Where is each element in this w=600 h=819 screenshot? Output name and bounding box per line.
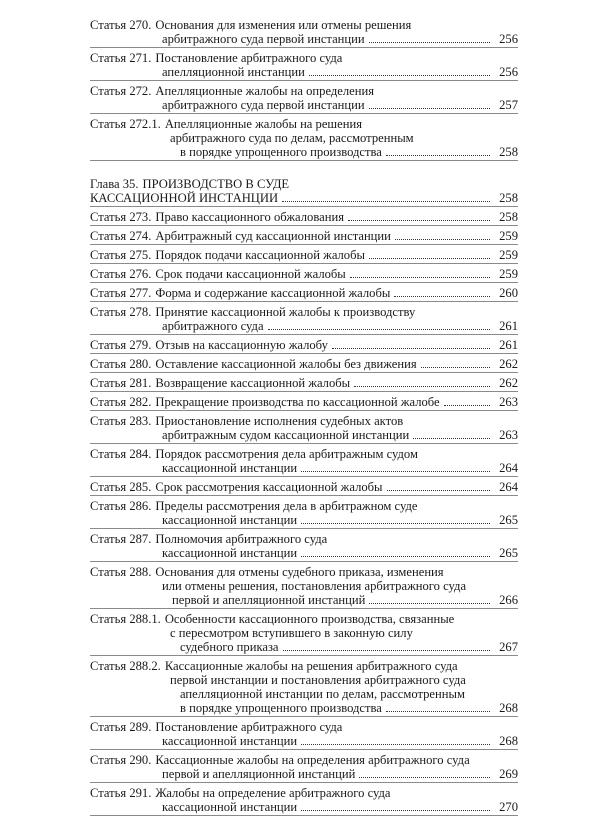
article-label: Статья 279. — [90, 338, 152, 352]
entry-separator — [90, 561, 518, 562]
toc-entry-line — [90, 701, 518, 715]
article-title-line: в порядке упрощенного производства — [180, 701, 382, 715]
entry-separator — [90, 410, 518, 411]
article-title-line: Отзыв на кассационную жалобу — [155, 338, 328, 352]
leader-dots — [309, 75, 490, 76]
toc-entries — [90, 210, 518, 816]
article-label: Статья 288.2. — [90, 659, 161, 673]
toc-entry[interactable] — [90, 480, 518, 496]
article-title-line: Возвращение кассационной жалобы — [155, 376, 351, 390]
article-label: Статья 275. — [90, 248, 152, 262]
toc-entry-line — [90, 659, 518, 673]
entry-separator — [90, 716, 518, 717]
article-title-line: Срок рассмотрения кассационной жалобы — [155, 480, 383, 494]
article-title-line: кассационной инстанции — [162, 546, 298, 560]
chapter-heading[interactable] — [90, 177, 518, 207]
article-label: Статья 284. — [90, 447, 152, 461]
article-title-line: кассационной инстанции — [162, 800, 298, 814]
toc-entry[interactable] — [90, 659, 518, 717]
chapter-title-2: КАССАЦИОННОЙ ИНСТАНЦИИ — [90, 191, 279, 205]
article-title-line: арбитражного суда по делам, рассмотренным — [170, 131, 414, 145]
toc-entry-line — [90, 65, 518, 79]
page-number: 262 — [499, 357, 518, 371]
page-number: 265 — [499, 546, 518, 560]
article-label: Статья 285. — [90, 480, 152, 494]
leader-dots — [369, 258, 490, 259]
article-label: Статья 287. — [90, 532, 152, 546]
entry-separator — [90, 528, 518, 529]
toc-entry-line — [90, 338, 518, 352]
toc-entry-line — [90, 395, 518, 409]
article-label: Статья 288.1. — [90, 612, 161, 626]
page-number: 259 — [499, 267, 518, 281]
leader-dots — [301, 810, 490, 811]
article-label: Статья 283. — [90, 414, 152, 428]
toc-entry-line — [90, 117, 518, 131]
toc-entry[interactable] — [90, 357, 518, 373]
toc-entry[interactable] — [90, 248, 518, 264]
article-title-line: Право кассационного обжалования — [155, 210, 344, 224]
page-number: 268 — [499, 701, 518, 715]
leader-dots — [386, 711, 490, 712]
article-title-line: Пределы рассмотрения дела в арбитражном суде — [155, 499, 418, 513]
article-title-line: кассационной инстанции — [162, 734, 298, 748]
entry-separator — [90, 80, 518, 81]
toc-entry-line — [90, 286, 518, 300]
article-title-line: кассационной инстанции — [162, 461, 298, 475]
entry-separator — [90, 815, 518, 816]
article-title-line: первой и апелляционной инстанций — [162, 767, 356, 781]
article-title-line: Принятие кассационной жалобы к производству — [155, 305, 416, 319]
entry-separator — [90, 206, 518, 207]
article-title-line: апелляционной инстанции по делам, рассмотренным — [180, 687, 465, 701]
entry-separator — [90, 782, 518, 783]
toc-entry-line — [90, 734, 518, 748]
page-number: 270 — [499, 800, 518, 814]
page-number: 258 — [499, 145, 518, 159]
chapter-title-1: ПРОИЗВОДСТВО В СУДЕ — [142, 177, 290, 191]
toc-entry[interactable] — [90, 51, 518, 81]
chapter-title-line-1 — [90, 177, 518, 191]
toc-pre-entries — [90, 18, 518, 161]
toc-entry-line — [90, 800, 518, 814]
article-label: Статья 272.1. — [90, 117, 161, 131]
article-title-line: или отмены решения, постановления арбитражного суда — [162, 579, 467, 593]
entry-separator — [90, 263, 518, 264]
article-title-line: Полномочия арбитражного суда — [155, 532, 328, 546]
page-number: 267 — [499, 640, 518, 654]
article-title-line: Основания для отмены судебного приказа, изменения — [155, 565, 444, 579]
article-title-line: Кассационные жалобы на определения арбитражного суда — [155, 753, 470, 767]
toc-entry-line — [90, 546, 518, 560]
toc-entry[interactable] — [90, 18, 518, 48]
leader-dots — [444, 405, 490, 406]
leader-dots — [348, 220, 490, 221]
article-title-line: Арбитражный суд кассационной инстанции — [155, 229, 391, 243]
page-number: 262 — [499, 376, 518, 390]
leader-dots — [301, 471, 490, 472]
article-label: Статья 271. — [90, 51, 152, 65]
page-number: 266 — [499, 593, 518, 607]
toc-entry[interactable] — [90, 720, 518, 750]
article-label: Статья 273. — [90, 210, 152, 224]
toc-entry[interactable] — [90, 565, 518, 609]
article-title-line: арбитражного суда — [162, 319, 264, 333]
page-number: 264 — [499, 461, 518, 475]
page-number: 265 — [499, 513, 518, 527]
leader-dots — [359, 777, 490, 778]
toc-entry-line — [90, 428, 518, 442]
article-label: Статья 286. — [90, 499, 152, 513]
article-label: Статья 290. — [90, 753, 152, 767]
table-of-contents — [90, 18, 518, 819]
leader-dots — [268, 329, 490, 330]
leader-dots — [282, 201, 490, 202]
toc-entry-line — [90, 753, 518, 767]
article-title-line: Основания для изменения или отмены решения — [155, 18, 412, 32]
leader-dots — [369, 42, 490, 43]
toc-entry-line — [90, 229, 518, 243]
toc-entry-line — [90, 32, 518, 46]
article-title-line: первой инстанции и постановления арбитражного суда — [170, 673, 466, 687]
toc-entry[interactable] — [90, 305, 518, 335]
toc-entry-line — [90, 640, 518, 654]
toc-entry-line — [90, 513, 518, 527]
article-title-line: Прекращение производства по кассационной жалобе — [155, 395, 440, 409]
toc-entry[interactable] — [90, 447, 518, 477]
article-title-line: Форма и содержание кассационной жалобы — [155, 286, 391, 300]
toc-entry[interactable] — [90, 376, 518, 392]
entry-separator — [90, 655, 518, 656]
page-number: 259 — [499, 248, 518, 262]
toc-entry-line — [90, 579, 518, 593]
entry-separator — [90, 47, 518, 48]
leader-dots — [301, 744, 490, 745]
leader-dots — [387, 490, 490, 491]
page-number: 261 — [499, 319, 518, 333]
toc-entry-line — [90, 626, 518, 640]
entry-separator — [90, 353, 518, 354]
article-title-line: Кассационные жалобы на решения арбитражного суда — [164, 659, 458, 673]
toc-entry-line — [90, 767, 518, 781]
article-title-line: Оставление кассационной жалобы без движения — [155, 357, 417, 371]
toc-entry-line — [90, 248, 518, 262]
toc-entry-line — [90, 18, 518, 32]
page-number: 256 — [499, 32, 518, 46]
toc-entry-line — [90, 210, 518, 224]
page-number: 263 — [499, 428, 518, 442]
toc-entry[interactable] — [90, 117, 518, 161]
article-title-line: Постановление арбитражного суда — [155, 720, 343, 734]
leader-dots — [369, 603, 490, 604]
toc-entry-line — [90, 461, 518, 475]
article-title-line: с пересмотром вступившего в законную силу — [170, 626, 413, 640]
leader-dots — [369, 108, 490, 109]
toc-entry-line — [90, 447, 518, 461]
page-number: 257 — [499, 98, 518, 112]
article-title-line: Постановление арбитражного суда — [155, 51, 343, 65]
article-label: Статья 274. — [90, 229, 152, 243]
toc-entry-line — [90, 305, 518, 319]
page-number: 264 — [499, 480, 518, 494]
article-label: Статья 282. — [90, 395, 152, 409]
entry-separator — [90, 282, 518, 283]
toc-entry[interactable] — [90, 84, 518, 114]
toc-entry-line — [90, 319, 518, 333]
chapter-label: Глава 35. — [90, 177, 139, 191]
leader-dots — [354, 386, 490, 387]
toc-entry[interactable] — [90, 210, 518, 226]
page-number: 259 — [499, 229, 518, 243]
article-title-line: Особенности кассационного производства, связанные — [164, 612, 455, 626]
page-number: 269 — [499, 767, 518, 781]
entry-separator — [90, 495, 518, 496]
toc-entry[interactable] — [90, 612, 518, 656]
toc-entry[interactable] — [90, 229, 518, 245]
article-label: Статья 281. — [90, 376, 152, 390]
entry-separator — [90, 225, 518, 226]
article-label: Статья 288. — [90, 565, 152, 579]
toc-entry-line — [90, 593, 518, 607]
article-label: Статья 278. — [90, 305, 152, 319]
page-number: 263 — [499, 395, 518, 409]
article-title-line: Порядок рассмотрения дела арбитражным судом — [155, 447, 418, 461]
article-title-line: Апелляционные жалобы на определения — [155, 84, 375, 98]
page-number: 261 — [499, 338, 518, 352]
article-title-line: арбитражного суда первой инстанции — [162, 98, 365, 112]
leader-dots — [332, 348, 490, 349]
toc-entry-line — [90, 267, 518, 281]
chapter-title-line-2 — [90, 191, 518, 205]
chapter-page-number: 258 — [499, 191, 518, 205]
entry-separator — [90, 244, 518, 245]
article-label: Статья 291. — [90, 786, 152, 800]
article-label: Статья 277. — [90, 286, 152, 300]
page-number: 268 — [499, 734, 518, 748]
article-title-line: Апелляционные жалобы на решения — [164, 117, 362, 131]
article-title-line: Приостановление исполнения судебных актов — [155, 414, 404, 428]
toc-entry[interactable] — [90, 532, 518, 562]
toc-entry-line — [90, 98, 518, 112]
leader-dots — [283, 650, 490, 651]
toc-entry-line — [90, 357, 518, 371]
article-title-line: Срок подачи кассационной жалобы — [155, 267, 346, 281]
leader-dots — [386, 155, 490, 156]
article-title-line: судебного приказа — [180, 640, 279, 654]
toc-entry-line — [90, 499, 518, 513]
entry-separator — [90, 334, 518, 335]
article-label: Статья 280. — [90, 357, 152, 371]
toc-entry-line — [90, 131, 518, 145]
article-title-line: кассационной инстанции — [162, 513, 298, 527]
entry-separator — [90, 476, 518, 477]
article-title-line: арбитражного суда первой инстанции — [162, 32, 365, 46]
leader-dots — [395, 239, 490, 240]
toc-entry[interactable] — [90, 499, 518, 529]
toc-entry[interactable] — [90, 267, 518, 283]
leader-dots — [301, 556, 490, 557]
toc-entry-line — [90, 565, 518, 579]
toc-entry[interactable] — [90, 414, 518, 444]
toc-entry-line — [90, 145, 518, 159]
toc-entry-line — [90, 84, 518, 98]
page-number: 260 — [499, 286, 518, 300]
toc-entry[interactable] — [90, 786, 518, 816]
entry-separator — [90, 113, 518, 114]
toc-entry[interactable] — [90, 753, 518, 783]
article-title-line: Порядок подачи кассационной жалобы — [155, 248, 365, 262]
article-title-line: первой и апелляционной инстанций — [172, 593, 366, 607]
toc-entry-line — [90, 376, 518, 390]
leader-dots — [421, 367, 490, 368]
toc-entry[interactable] — [90, 286, 518, 302]
leader-dots — [394, 296, 490, 297]
toc-entry-line — [90, 532, 518, 546]
toc-entry[interactable] — [90, 395, 518, 411]
toc-entry-line — [90, 414, 518, 428]
toc-entry-line — [90, 687, 518, 701]
entry-separator — [90, 391, 518, 392]
article-title-line: арбитражным судом кассационной инстанции — [162, 428, 410, 442]
entry-separator — [90, 301, 518, 302]
article-title-line: апелляционной инстанции — [162, 65, 305, 79]
entry-separator — [90, 160, 518, 161]
toc-entry-line — [90, 480, 518, 494]
toc-entry[interactable] — [90, 338, 518, 354]
article-title-line: Жалобы на определение арбитражного суда — [155, 786, 391, 800]
page-number: 256 — [499, 65, 518, 79]
article-label: Статья 272. — [90, 84, 152, 98]
toc-entry-line — [90, 673, 518, 687]
entry-separator — [90, 608, 518, 609]
toc-entry-line — [90, 51, 518, 65]
toc-entry-line — [90, 612, 518, 626]
leader-dots — [413, 438, 490, 439]
article-label: Статья 276. — [90, 267, 152, 281]
toc-entry-line — [90, 720, 518, 734]
page-number: 258 — [499, 210, 518, 224]
article-title-line: в порядке упрощенного производства — [180, 145, 382, 159]
article-label: Статья 289. — [90, 720, 152, 734]
leader-dots — [301, 523, 490, 524]
toc-entry-line — [90, 786, 518, 800]
entry-separator — [90, 372, 518, 373]
entry-separator — [90, 443, 518, 444]
leader-dots — [350, 277, 490, 278]
article-label: Статья 270. — [90, 18, 152, 32]
